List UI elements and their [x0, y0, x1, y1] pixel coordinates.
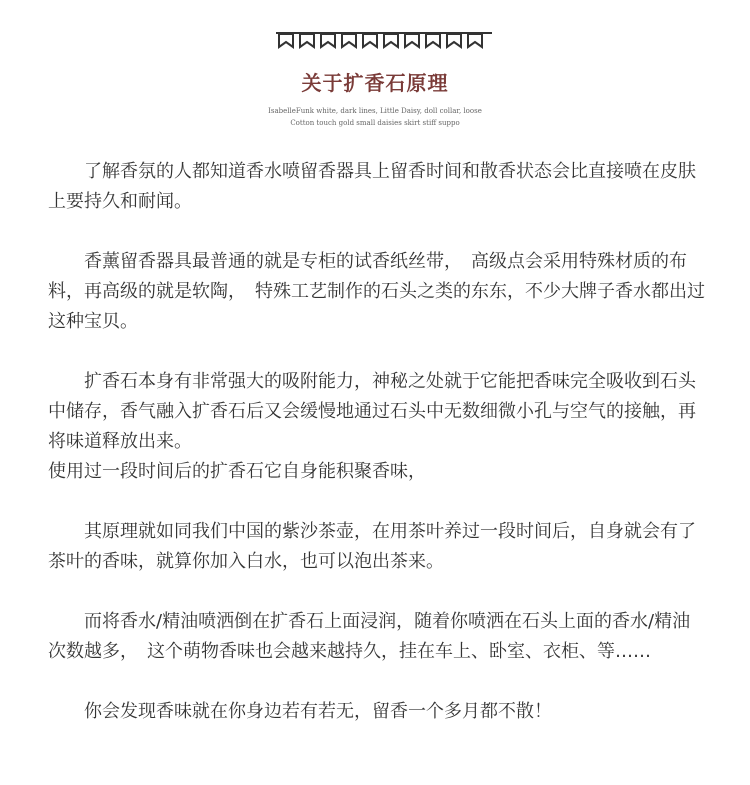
page-title: 关于扩香石原理: [301, 71, 449, 95]
subtitle-line-2: Cotton touch gold small daisies skirt stiff suppo: [290, 119, 460, 127]
subtitle-line-1: IsabelleFunk white, dark lines, Little Daisy, doll collar, loose: [268, 107, 482, 115]
paragraph-2: 香薰留香器具最普通的就是专柜的试香纸丝带， 高级点会采用特殊材质的布料，再高级的就是软陶， 特殊工艺制作的石头之类的东东，不少大牌子香水都出过这种宝贝。: [48, 251, 705, 332]
paragraph-6: 而将香水/精油喷洒倒在扩香石上面浸润，随着你喷洒在石头上面的香水/精油次数越多， 这个萌物香味也会越来越持久，挂在车上、卧室、衣柜、等……: [48, 611, 691, 662]
paragraph-3: 扩香石本身有非常强大的吸附能力，神秘之处就于它能把香味完全吸收到石头中储存，香气融入扩香石后又会缓慢地通过石头中无数细微小孔与空气的接触，再将味道释放出来。: [48, 371, 696, 452]
bunting-flags-icon: [276, 30, 492, 50]
subtitle: [0, 105, 750, 129]
article-body: [48, 157, 708, 757]
paragraph-7: 你会发现香味就在你身边若有若无，留香一个多月都不散！: [84, 701, 552, 722]
paragraph-1: 了解香氛的人都知道香水喷留香器具上留香时间和散香状态会比直接喷在皮肤上要持久和耐闻。: [48, 161, 696, 212]
paragraph-5: 其原理就如同我们中国的紫沙茶壶，在用茶叶养过一段时间后，自身就会有了茶叶的香味，就算你加入白水，也可以泡出茶来。: [48, 521, 696, 572]
paragraph-4: 使用过一段时间后的扩香石它自身能积聚香味，: [48, 461, 426, 482]
